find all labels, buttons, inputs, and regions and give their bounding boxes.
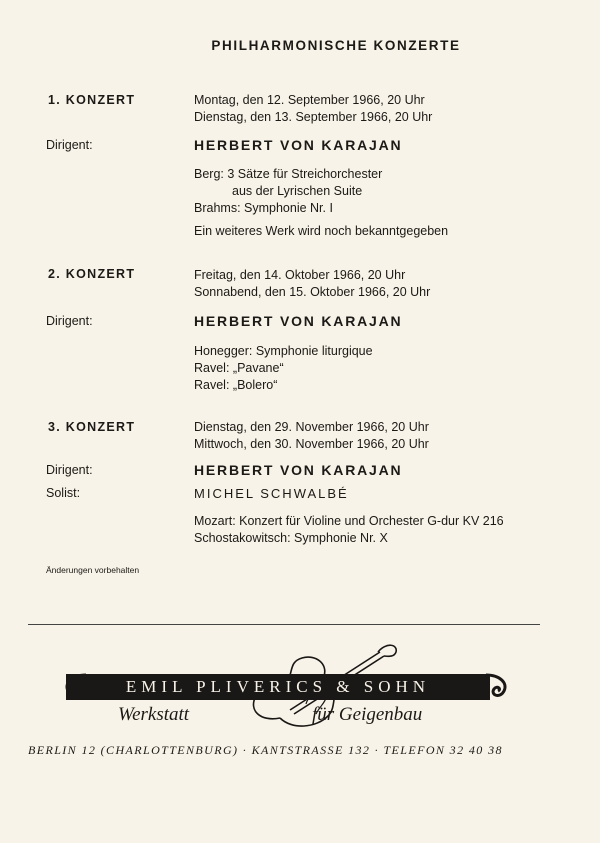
changes-note: Änderungen vorbehalten [46,565,140,575]
concert-2-program-2: Ravel: „Pavane“ [194,361,284,375]
concert-3-program-2: Schostakowitsch: Symphonie Nr. X [194,531,388,545]
concert-2-dirigent-label: Dirigent: [46,314,93,328]
concert-2-date-2: Sonnabend, den 15. Oktober 1966, 20 Uhr [194,285,431,299]
concert-3-date-2: Mittwoch, den 30. November 1966, 20 Uhr [194,437,429,451]
concert-3-label: 3. KONZERT [48,420,136,434]
tagline-geigenbau: für Geigenbau [312,704,423,725]
divider-line [28,624,540,625]
company-name: EMIL PLIVERICS & SOHN [125,677,431,696]
tagline-werkstatt: Werkstatt [118,704,190,725]
concert-1-program-3: Brahms: Symphonie Nr. I [194,201,333,215]
concert-1-program-1: Berg: 3 Sätze für Streichorchester [194,167,383,181]
concert-2-program-3: Ravel: „Bolero“ [194,378,278,392]
concert-2-program-1: Honegger: Symphonie liturgique [194,344,373,358]
concert-2-dirigent: HERBERT VON KARAJAN [194,313,403,329]
concert-1-label: 1. KONZERT [48,93,136,107]
concert-1-dirigent-label: Dirigent: [46,138,93,152]
concert-2-date-1: Freitag, den 14. Oktober 1966, 20 Uhr [194,268,406,282]
concert-3-date-1: Dienstag, den 29. November 1966, 20 Uhr [194,420,429,434]
company-address: BERLIN 12 (CHARLOTTENBURG) · KANTSTRASSE 132 · TELEFON 32 40 38 [28,743,503,757]
concert-1-date-1: Montag, den 12. September 1966, 20 Uhr [194,93,425,107]
concert-3-dirigent-label: Dirigent: [46,463,93,477]
page-title: PHILHARMONISCHE KONZERTE [211,38,461,53]
concert-1-dirigent: HERBERT VON KARAJAN [194,137,403,153]
concert-2-label: 2. KONZERT [48,267,136,281]
concert-1-date-2: Dienstag, den 13. September 1966, 20 Uhr [194,110,433,124]
concert-3-dirigent: HERBERT VON KARAJAN [194,462,403,478]
concert-3-program-1: Mozart: Konzert für Violine und Orchester G-dur KV 216 [194,514,504,528]
concert-3-solist: MICHEL SCHWALBÉ [194,486,349,501]
concert-1-extra: Ein weiteres Werk wird noch bekanntgegeben [194,224,449,238]
concert-3-solist-label: Solist: [46,486,81,500]
concert-1-program-2: aus der Lyrischen Suite [232,184,363,198]
